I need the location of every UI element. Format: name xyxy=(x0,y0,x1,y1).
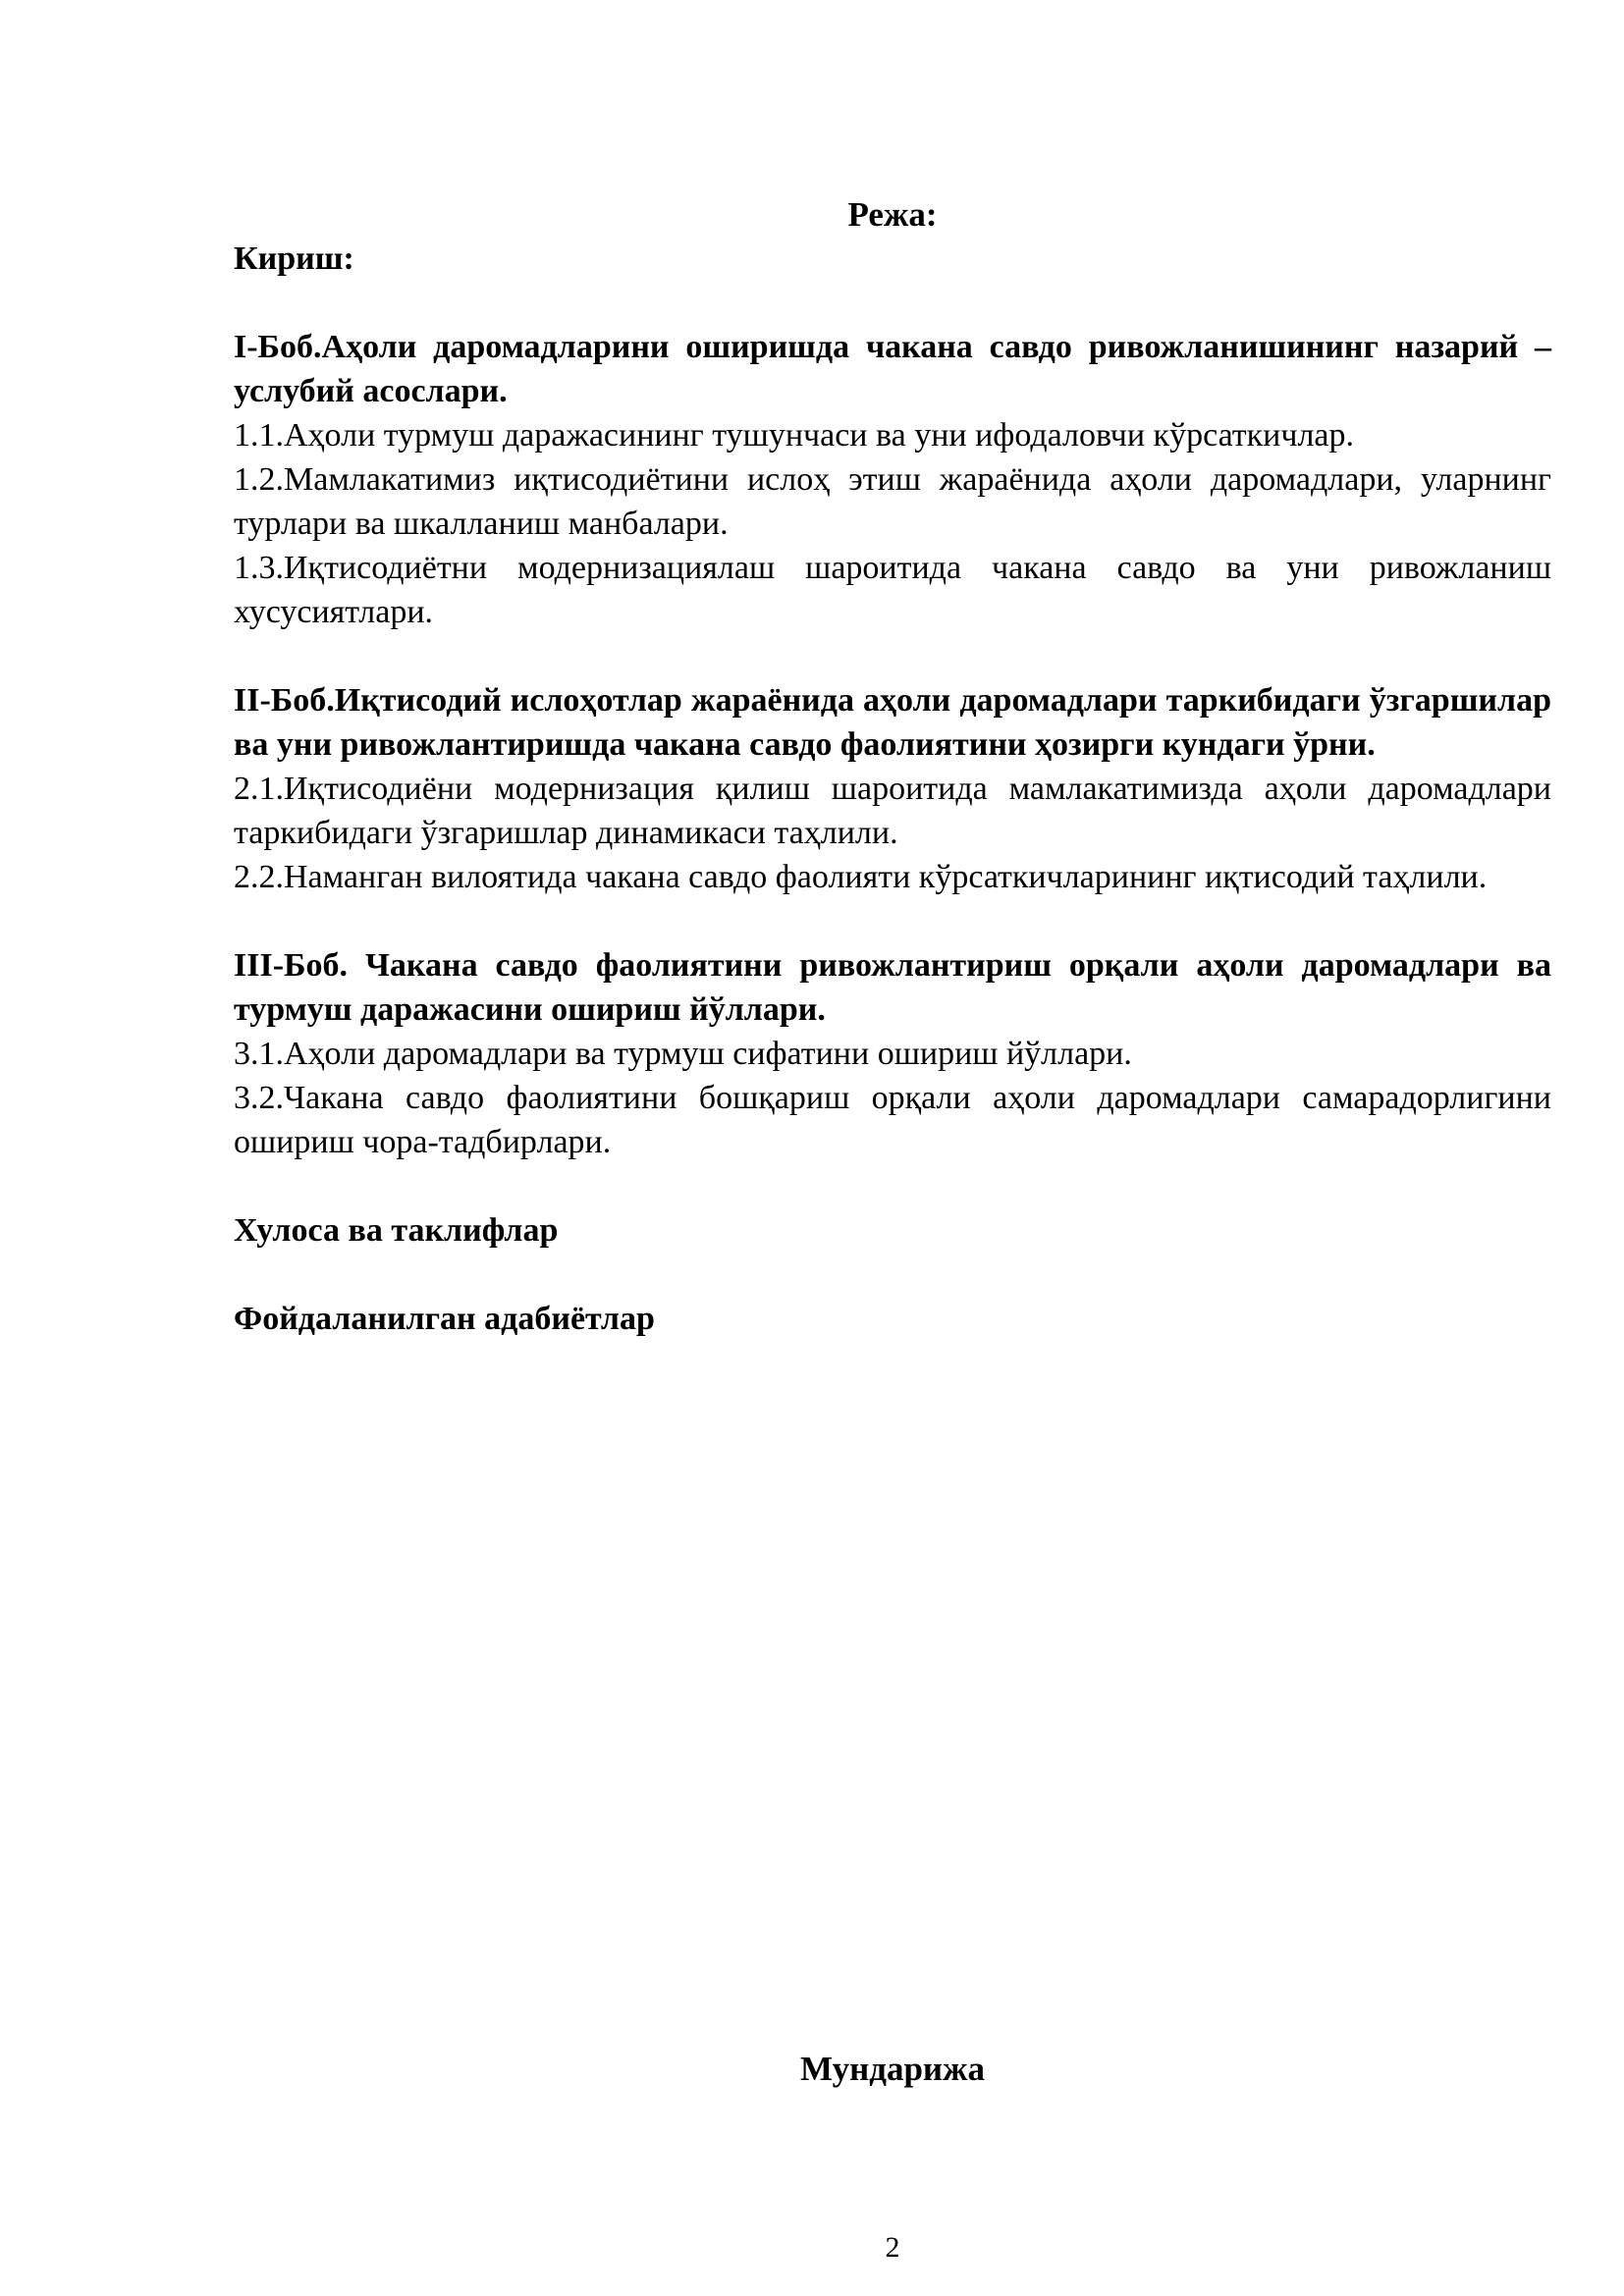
spacer xyxy=(234,281,1551,325)
spacer xyxy=(234,1164,1551,1208)
spacer xyxy=(234,899,1551,943)
contents-heading: Мундарижа xyxy=(800,2050,985,2088)
plan-title: Режа: xyxy=(847,195,938,234)
section-2-2: 2.2.Наманган вилоятида чакана савдо фаолияти кўрсаткичларининг иқтисодий таҳлили. xyxy=(234,859,1488,895)
document-page xyxy=(234,0,1551,2296)
section-1-3: 1.3.Иқтисодиётни модернизациялаш шароитида чакана савдо ва уни ривожланиш хусусиятлари. xyxy=(234,550,1551,630)
references-heading: Фойдаланилган адабиётлар xyxy=(234,1301,655,1337)
conclusion-heading: Хулоса ва таклифлар xyxy=(234,1212,559,1249)
spacer xyxy=(234,1253,1551,1297)
chapter-2-heading: II-Боб.Иқтисодий ислоҳотлар жараёнида аҳоли даромадлари таркибидаги ўзгаршилар ва уни ривожлантиришда чакана савдо фаолиятини ҳозирги кундаги ўрни. xyxy=(234,682,1551,763)
chapter-3 xyxy=(234,943,1551,1164)
chapter-1-heading: I-Боб.Аҳоли даромадларини оширишда чакана савдо ривожланишининг назарий – услубий асослари. xyxy=(234,329,1551,409)
chapter-1 xyxy=(234,325,1551,634)
section-3-2: 3.2.Чакана савдо фаолиятини бошқариш орқали аҳоли даромадлари самарадорлигини ошириш чора-тадбирлари. xyxy=(234,1080,1551,1160)
document-body xyxy=(234,237,1551,1341)
intro-heading: Кириш: xyxy=(234,240,354,277)
chapter-3-heading: III-Боб. Чакана савдо фаолиятини ривожлантириш орқали аҳоли даромадлари ва турмуш даражасини ошириш йўллари. xyxy=(234,947,1551,1028)
section-1-2: 1.2.Мамлакатимиз иқтисодиётини ислоҳ этиш жараёнида аҳоли даромадлари, уларнинг турлари ва шкалланиш манбалари. xyxy=(234,461,1551,542)
section-1-1: 1.1.Аҳоли турмуш даражасининг тушунчаси ва уни ифодаловчи кўрсаткичлар. xyxy=(234,417,1355,454)
section-3-1: 3.1.Аҳоли даромадлари ва турмуш сифатини ошириш йўллари. xyxy=(234,1036,1132,1072)
section-2-1: 2.1.Иқтисодиёни модернизация қилиш шароитида мамлакатимизда аҳоли даромадлари таркибидаги ўзгаришлар динамикаси таҳлили. xyxy=(234,771,1551,851)
spacer xyxy=(234,634,1551,678)
page-number: 2 xyxy=(885,2231,900,2264)
chapter-2 xyxy=(234,678,1551,899)
